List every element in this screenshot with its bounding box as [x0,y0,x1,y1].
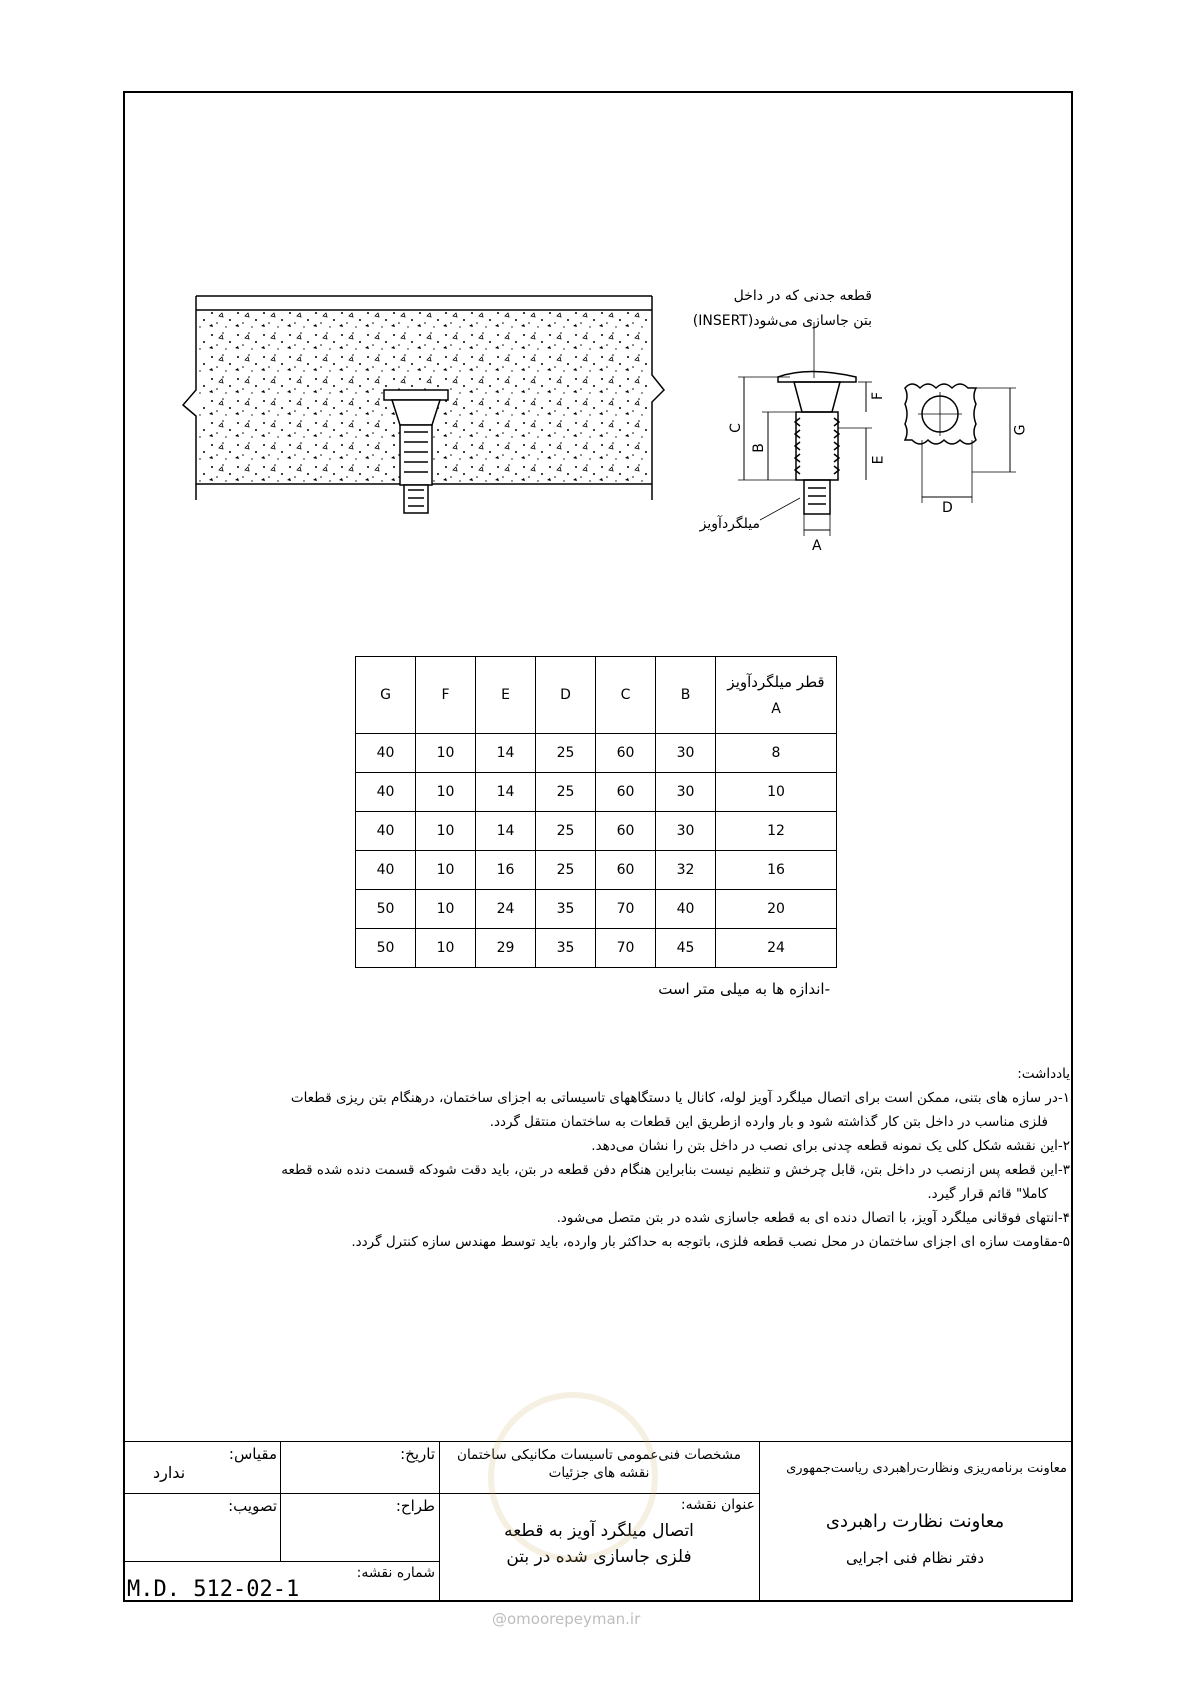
table-row [356,812,837,851]
cell-G: 40 [356,773,416,812]
cell-B: 32 [656,851,716,890]
insert-plan [905,384,1016,503]
cell-A: 8 [716,734,837,773]
dim-label-F: F [870,391,887,401]
cell-B: 45 [656,929,716,968]
drawing-title-1: اتصال میلگرد آویز به قطعه [504,1521,694,1541]
notes-title: یادداشت: [1017,1066,1070,1082]
cell-C: 60 [596,812,656,851]
cell-G: 40 [356,734,416,773]
drawing-number: M.D. 512-02-1 [127,1577,300,1602]
insert-label-line1: قطعه جدنی که در داخل [733,288,872,304]
dimension-table [355,656,837,968]
dim-label-B: B [750,443,767,453]
cell-D: 35 [536,890,596,929]
cell-G: 50 [356,890,416,929]
spec-line2: نقشه های جزئیات [548,1465,650,1481]
th-E: E [476,657,536,734]
cell-F: 10 [416,773,476,812]
cell-E: 14 [476,773,536,812]
cell-E: 14 [476,812,536,851]
note-4: ۴-انتهای فوقانی میلگرد آویز، با اتصال دنده ای به قطعه جاسازی شده در بتن متصل می‌شود. [556,1210,1070,1226]
org-line1: معاونت برنامه‌ریزی ونظارت‌راهبردی ریاست‌جمهوری [786,1461,1067,1476]
cell-G: 40 [356,851,416,890]
approval-label: تصویب: [228,1497,277,1515]
cell-A: 16 [716,851,837,890]
table-row [356,773,837,812]
th-D: D [536,657,596,734]
cell-E: 24 [476,890,536,929]
cell-E: 14 [476,734,536,773]
cell-F: 10 [416,890,476,929]
drawing-no-label: شماره نقشه: [356,1565,435,1581]
cell-B: 30 [656,773,716,812]
dim-label-E: E [870,455,887,465]
scale-value: ندارد [153,1463,186,1482]
cell-G: 40 [356,812,416,851]
dim-label-G: G [1012,424,1029,436]
cell-D: 25 [536,773,596,812]
notes-section [160,1062,1070,1254]
cell-A: 24 [716,929,837,968]
th-rod-diameter [716,657,837,734]
designer-label: طراح: [395,1497,435,1515]
org-line2: معاونت نظارت راهبردی [825,1511,1005,1532]
date-label: تاریخ: [400,1445,435,1463]
cell-A: 12 [716,812,837,851]
cell-E: 16 [476,851,536,890]
cell-B: 30 [656,734,716,773]
note-5: ۵-مقاومت سازه ای اجزای ساختمان در محل نصب قطعه فلزی، باتوجه به حداکثر بار وارده، باید توسط مهندس سازه کنترل گردد. [351,1234,1070,1250]
spec-line1: مشخصات فنی‌عمومی تاسیسات مکانیکی ساختمان [457,1447,741,1463]
cell-C: 60 [596,734,656,773]
watermark-logo [488,1392,658,1562]
dim-label-D: D [942,500,953,516]
scale-label: مقیاس: [228,1445,277,1463]
th-F: F [416,657,476,734]
note-1b: فلزی مناسب در داخل بتن کار گذاشته شود و بار وارده ازطریق این قطعات به ساختمان منتقل گردد. [489,1114,1048,1130]
cell-C: 60 [596,851,656,890]
drawing-title-label: عنوان نقشه: [680,1497,755,1513]
cell-C: 70 [596,890,656,929]
cell-B: 40 [656,890,716,929]
note-2: ۲-این نقشه شکل کلی یک نمونه قطعه چدنی برای نصب در داخل بتن را نشان می‌دهد. [591,1138,1070,1154]
note-3a: ۳-این قطعه پس ازنصب در داخل بتن، قابل چرخش و تنظیم نیست بنابراین هنگام دفن قطعه در بتن، باید دقت شودکه قسمت دنده شده قطعه [281,1162,1070,1178]
dim-label-C: C [727,423,744,433]
cell-D: 25 [536,851,596,890]
cell-F: 10 [416,929,476,968]
table-row [356,734,837,773]
table-header-row [356,657,837,734]
drawing-title-2: فلزی جاسازی شده در بتن [506,1547,692,1567]
th-B: B [656,657,716,734]
cell-E: 29 [476,929,536,968]
th-rod-line2: A [771,701,781,717]
table-row [356,890,837,929]
note-3b: کاملا" قائم قرار گیرد. [927,1186,1048,1202]
insert-label-line2: بتن جاسازی می‌شود(INSERT) [692,313,872,329]
cell-F: 10 [416,851,476,890]
watermark-text: @omoorepeyman.ir [492,1610,641,1628]
cell-G: 50 [356,929,416,968]
th-C: C [596,657,656,734]
cell-F: 10 [416,812,476,851]
cell-F: 10 [416,734,476,773]
org-line3: دفتر نظام فنی اجرایی [845,1549,985,1567]
cell-A: 10 [716,773,837,812]
table-caption: -اندازه ها به میلی متر است [658,980,830,998]
cell-C: 70 [596,929,656,968]
note-1a: ۱-در سازه های بتنی، ممکن است برای اتصال میلگرد آویز لوله، کانال یا دستگاههای تاسیساتی به اجزای ساختمان، درهنگام بتن ریزی قطعات [290,1090,1070,1106]
cell-D: 35 [536,929,596,968]
cell-A: 20 [716,890,837,929]
dim-label-A: A [812,538,822,554]
th-rod-line1: قطر میلگردآویز [727,673,825,691]
insert-elevation [738,322,872,536]
table-row [356,851,837,890]
table-row [356,929,837,968]
rod-label: میلگردآویز [699,516,760,532]
th-G: G [356,657,416,734]
cell-B: 30 [656,812,716,851]
cell-C: 60 [596,773,656,812]
cell-D: 25 [536,734,596,773]
cell-D: 25 [536,812,596,851]
